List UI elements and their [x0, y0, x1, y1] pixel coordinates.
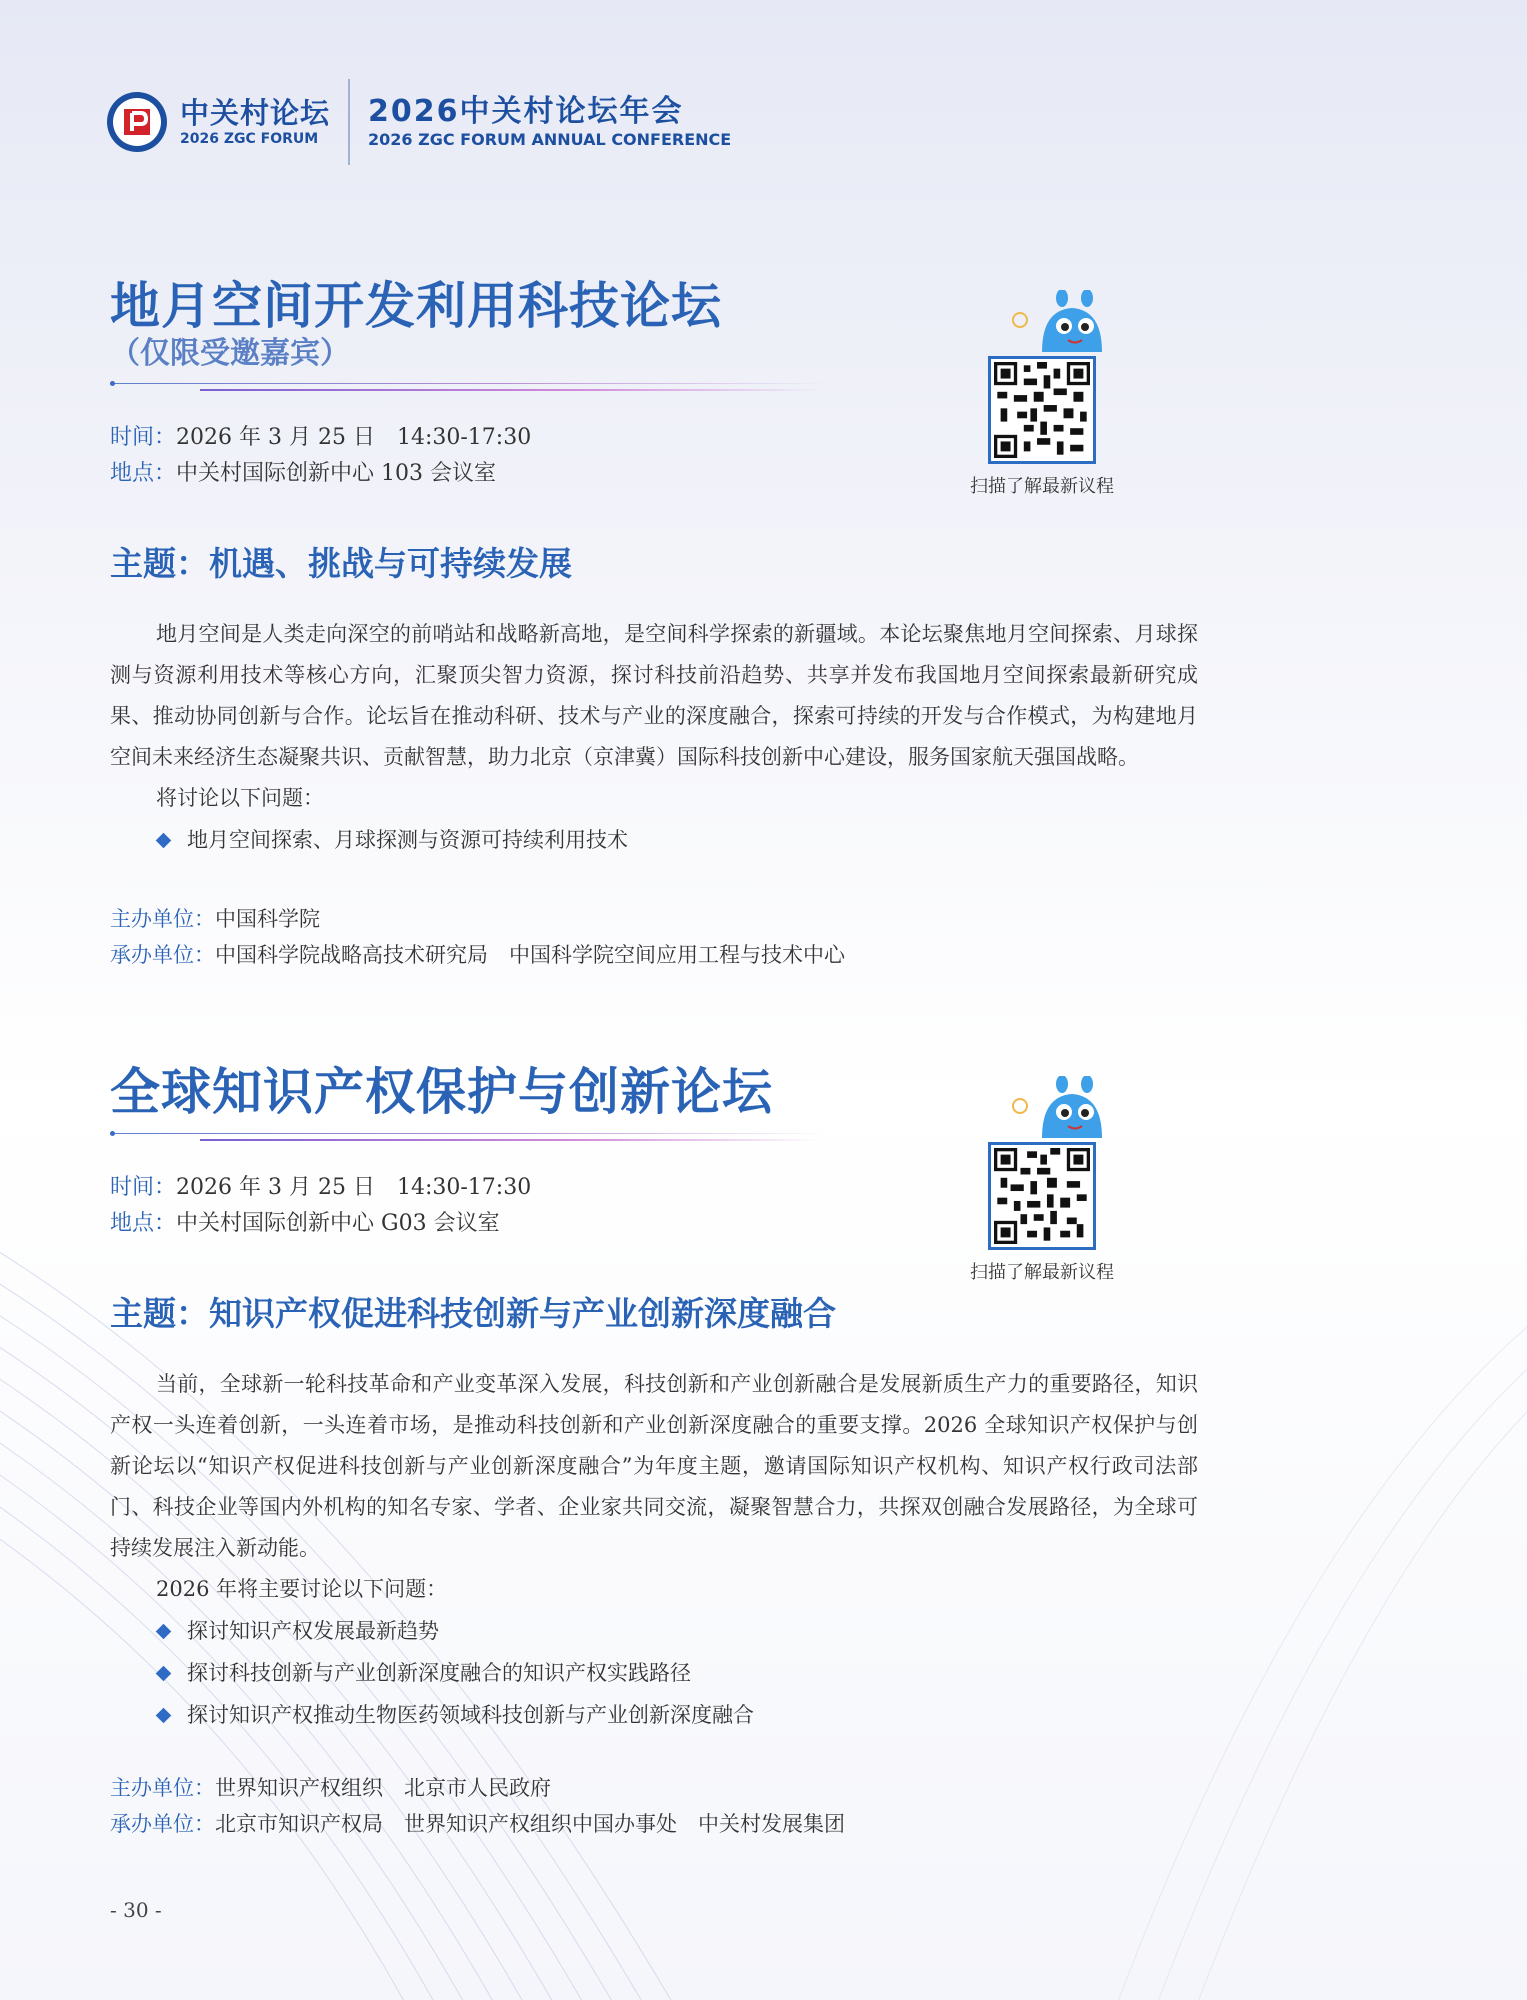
- organizers: [110, 901, 1220, 973]
- forum-subtitle: （仅限受邀嘉宾）: [110, 336, 350, 371]
- list-item: 探讨科技创新与产业创新深度融合的知识产权实践路径: [110, 1652, 1220, 1694]
- zgc-forum-logo-icon: [106, 91, 168, 153]
- place-value: 中关村国际创新中心 103 会议室: [176, 461, 496, 486]
- theme-value: 知识产权促进科技创新与产业创新深度融合: [209, 1294, 836, 1333]
- diamond-bullet-icon: [156, 1707, 172, 1723]
- diamond-bullet-icon: [156, 1665, 172, 1681]
- brand-block: [180, 96, 330, 148]
- conference-block: [368, 94, 731, 150]
- diamond-bullet-icon: [156, 1623, 172, 1639]
- qr-caption: 扫描了解最新议程: [970, 476, 1114, 497]
- theme-label: 主题：: [110, 544, 209, 583]
- theme-value: 机遇、挑战与可持续发展: [209, 544, 572, 583]
- qr-caption: 扫描了解最新议程: [970, 1262, 1114, 1283]
- brand-name-cn: 中关村论坛: [180, 96, 331, 130]
- place-value: 中关村国际创新中心 G03 会议室: [176, 1211, 500, 1236]
- page-header: [106, 80, 731, 164]
- forum-description: 地月空间是人类走向深空的前哨站和战略新高地，是空间科学探索的新疆域。本论坛聚焦地月空间探索、月球探测与资源利用技术等核心方向，汇聚顶尖智力资源，探讨科技前沿趋势、共享并发布我国地月空间探索最新研究成果、推动协同创新与合作。论坛旨在推动科研、技术与产业的深度融合，探索可持续的开发与合作模式，为构建地月空间未来经济生态凝聚共识、贡献智慧，助力北京（京津冀）国际科技创新中心建设，服务国家航天强国战略。: [110, 622, 1198, 769]
- organizer-value: 中国科学院战略高技术研究局 中国科学院空间应用工程与技术中心: [215, 943, 845, 967]
- qr-code-icon[interactable]: [988, 356, 1096, 464]
- mascot-icon: [1002, 290, 1112, 356]
- time-label: 时间：: [110, 425, 177, 450]
- host-row: [110, 1770, 1220, 1806]
- organizer-label: 承办单位：: [110, 1812, 215, 1836]
- header-divider: [348, 79, 350, 165]
- list-item: 地月空间探索、月球探测与资源可持续利用技术: [110, 819, 1220, 861]
- organizer-row: [110, 1806, 1220, 1842]
- qr-code-icon[interactable]: [988, 1142, 1096, 1250]
- forum-description: 当前，全球新一轮科技革命和产业变革深入发展，科技创新和产业创新融合是发展新质生产力的重要路径，知识产权一头连着创新，一头连着市场，是推动科技创新和产业创新深度融合的重要支撑。2026 全球知识产权保护与创新论坛以“知识产权促进科技创新与产业创新深度融合”为年度主题，邀请国际知识产权机构、知识产权行政司法部门、科技企业等国内外机构的知名专家、学者、企业家共同交流，凝聚智慧合力，共探双创融合发展路径，为全球可持续发展注入新动能。: [110, 1372, 1198, 1560]
- forum-title: 地月空间开发利用科技论坛: [110, 276, 722, 335]
- list-item: 探讨知识产权推动生物医药领域科技创新与产业创新深度融合: [110, 1694, 1220, 1736]
- qr-block-1: [952, 290, 1132, 498]
- theme-heading: [110, 544, 1220, 584]
- organizer-value: 北京市知识产权局 世界知识产权组织中国办事处 中关村发展集团: [215, 1812, 845, 1836]
- host-value: 中国科学院: [215, 907, 320, 931]
- place-label: 地点：: [110, 1211, 177, 1236]
- organizers: [110, 1770, 1220, 1842]
- title-underline: [110, 380, 830, 394]
- time-value: 2026 年 3 月 25 日 14:30-17:30: [176, 425, 532, 450]
- host-row: [110, 901, 1220, 937]
- organizer-label: 承办单位：: [110, 943, 215, 967]
- time-label: 时间：: [110, 1175, 177, 1200]
- title-underline: [110, 1130, 830, 1144]
- forum-title: 全球知识产权保护与创新论坛: [110, 1062, 773, 1121]
- qr-block-2: [952, 1076, 1132, 1284]
- organizer-row: [110, 937, 1220, 973]
- place-label: 地点：: [110, 461, 177, 486]
- time-value: 2026 年 3 月 25 日 14:30-17:30: [176, 1175, 532, 1200]
- host-value: 世界知识产权组织 北京市人民政府: [215, 1776, 551, 1800]
- theme-heading: [110, 1294, 1220, 1334]
- theme-label: 主题：: [110, 1294, 209, 1333]
- discussion-list: [110, 819, 1220, 861]
- conference-name-en: 2026 ZGC FORUM ANNUAL CONFERENCE: [368, 130, 732, 149]
- discussion-list: [110, 1610, 1220, 1736]
- list-item: 探讨知识产权发展最新趋势: [110, 1610, 1220, 1652]
- host-label: 主办单位：: [110, 907, 215, 931]
- discussion-intro: 2026 年将主要讨论以下问题：: [156, 1577, 448, 1601]
- discussion-intro: 将讨论以下问题：: [156, 786, 324, 810]
- mascot-icon: [1002, 1076, 1112, 1142]
- diamond-bullet-icon: [156, 832, 172, 848]
- host-label: 主办单位：: [110, 1776, 215, 1800]
- conference-name-cn: 2026中关村论坛年会: [368, 94, 684, 129]
- page-number: - 30 -: [110, 1898, 162, 1922]
- brand-name-en: 2026 ZGC FORUM: [180, 131, 319, 147]
